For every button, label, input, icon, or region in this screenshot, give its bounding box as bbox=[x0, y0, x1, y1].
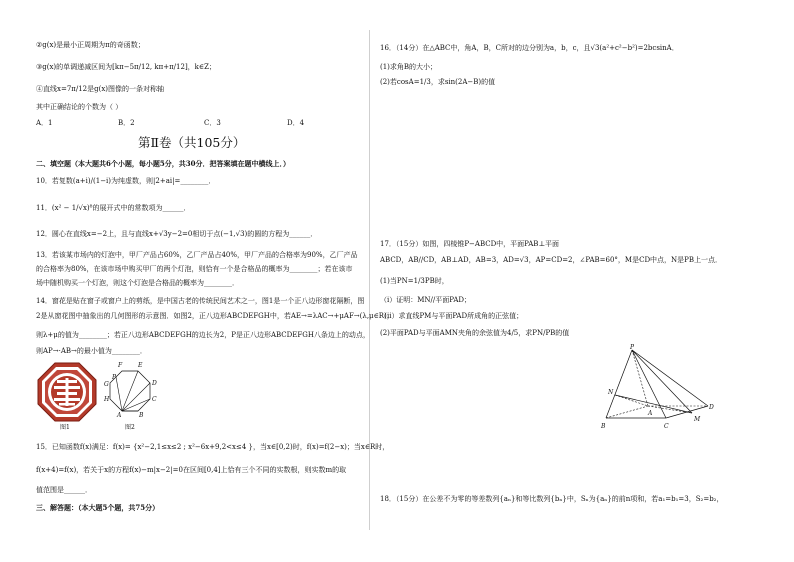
question-15-line-3: 值范围是______． bbox=[36, 486, 92, 494]
svg-text:F: F bbox=[118, 362, 123, 369]
question-17-part-2: (2)平面PAD与平面AMN夹角的余弦值为4/5，求PN/PB的值 bbox=[380, 329, 570, 337]
statement-3: ③g(x)的单调递减区间为[kπ−5π/12, kπ+π/12]，k∈Z； bbox=[36, 63, 216, 71]
question-15-line-2: f(x+4)=f(x)，若关于x的方程f(x)−m|x−2|=0在区间[0,4]上恰有三个不同的实数根，则实数m的取 bbox=[36, 466, 347, 474]
question-13-line-3: 场中随机购买一个灯泡，则这个灯泡是合格品的概率为________． bbox=[36, 279, 239, 287]
svg-text:N: N bbox=[608, 389, 614, 396]
question-14-line-1: 14．窗花是贴在窗子或窗户上的剪纸，是中国古老的传统民间艺术之一，图1是一个正八边形窗花隔断，图 bbox=[36, 297, 365, 305]
question-15-line-1: 15．已知函数f(x)满足：f(x)= {x²−2,1≤x≤2 ; x²−6x+9,2<x≤4 }，当x∈[0,2)时，f(x)=f(2−x)；当x∈R时， bbox=[36, 443, 390, 451]
option-c: C．3 bbox=[204, 119, 221, 127]
figure-2-caption: 图2 bbox=[125, 424, 135, 431]
svg-text:E: E bbox=[138, 362, 143, 369]
figure-pyramid bbox=[596, 342, 720, 432]
option-b: B．2 bbox=[118, 119, 135, 127]
svg-text:B: B bbox=[601, 423, 606, 430]
svg-text:A: A bbox=[648, 410, 653, 417]
svg-text:D: D bbox=[152, 380, 157, 387]
figure-1-window-lattice bbox=[37, 362, 97, 422]
question-17: 17．（15分）如图，四棱锥P−ABCD中，平面PAB⊥平面 bbox=[380, 240, 560, 248]
question-18: 18．（15分）在公差不为零的等差数列{aₙ}和等比数列{bₙ}中，Sₙ为{aₙ}的前n项和，若a₁=b₁=3，S₂=b₂， bbox=[380, 495, 724, 503]
svg-text:A: A bbox=[117, 412, 122, 419]
question-12: 12．圆心在直线x=−2上，且与直线x+√3y−2=0相切于点(−1,√3)的圆的方程为______． bbox=[36, 230, 318, 238]
question-17-part-1-ii: （ii）求直线PM与平面PAD所成角的正弦值； bbox=[380, 312, 524, 320]
statement-4: ④直线x=7π/12是g(x)图像的一条对称轴 bbox=[36, 85, 165, 93]
question-17-line-2: ABCD，AB//CD，AB⊥AD，AB=3，AD=√3，AP=CD=2，∠PAB=60°，M是CD中点，N是PB上一点． bbox=[380, 256, 723, 264]
question-16-part-2: (2)若cosA=1/3，求sin(2A−B)的值 bbox=[380, 78, 496, 86]
question-14-line-2: 2是从窗花图中抽象出的几何图形的示意图．如图2，正八边形ABCDEFGH中，若AE→=λAC→+μAF→(λ,μ∈R)， bbox=[36, 312, 394, 320]
question-17-part-1: (1)当PN=1/3PB时， bbox=[380, 277, 449, 285]
option-a: A．1 bbox=[36, 119, 53, 127]
fill-section-header: 二、填空题（本大题共6个小题，每小题5分，共30分．把答案填在题中横线上．） bbox=[36, 159, 290, 168]
svg-text:G: G bbox=[104, 381, 109, 388]
svg-text:M: M bbox=[694, 416, 701, 423]
question-17-part-1-i: （i）证明：MN//平面PAD； bbox=[380, 296, 471, 304]
svg-text:B: B bbox=[139, 412, 144, 419]
statement-2: ②g(x)是最小正周期为π的奇函数； bbox=[36, 41, 145, 49]
question-13-line-2: 的合格率为80%，在该市场中购买甲厂的两个灯泡，则恰有一个是合格品的概率为________；若在该市 bbox=[36, 265, 353, 273]
svg-text:C: C bbox=[152, 396, 157, 403]
question-11: 11．(x² − 1/√x)⁸的展开式中的常数项为______． bbox=[36, 204, 191, 212]
section-title: 第Ⅱ卷（共105分） bbox=[138, 135, 246, 150]
svg-text:P: P bbox=[112, 374, 117, 381]
question-prompt: 其中正确结论的个数为（ ） bbox=[36, 103, 123, 111]
svg-text:C: C bbox=[664, 423, 669, 430]
question-16-part-1: (1)求角B的大小； bbox=[380, 63, 438, 71]
question-10: 10．若复数(a+i)/(1−i)为纯虚数，则|2+ai|=________． bbox=[36, 177, 216, 185]
figure-1-caption: 图1 bbox=[60, 424, 70, 431]
answer-section-header: 三、解答题：（本大题5个题，共75分） bbox=[36, 503, 160, 512]
question-16: 16．（14分）在△ABC中，角A，B，C所对的边分别为a，b，c，且√3(a²+c²−b²)=2bcsinA． bbox=[380, 44, 679, 52]
question-14-line-4: 则AP→·AB→的最小值为________． bbox=[36, 347, 147, 355]
figure-2-octagon bbox=[98, 357, 162, 421]
option-d: D．4 bbox=[287, 119, 305, 127]
column-divider bbox=[369, 30, 370, 530]
svg-text:H: H bbox=[104, 396, 110, 403]
svg-text:D: D bbox=[709, 404, 714, 411]
question-13-line-1: 13．若该某市场内的灯泡中，甲厂产品占60%，乙厂产品占40%，甲厂产品的合格率为90%，乙厂产品 bbox=[36, 251, 358, 259]
svg-text:P: P bbox=[630, 344, 635, 351]
question-14-line-3: 则λ+μ的值为________；若正八边形ABCDEFGH的边长为2，P是正八边形ABCDEFGH八条边上的动点， bbox=[36, 331, 370, 339]
